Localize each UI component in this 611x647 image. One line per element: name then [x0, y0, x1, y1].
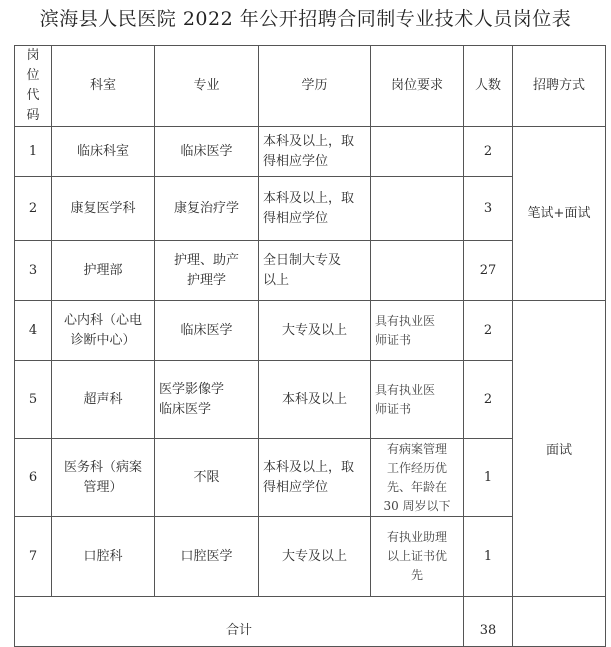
total-label	[15, 597, 464, 647]
cell-department	[52, 241, 155, 301]
table-row	[15, 301, 606, 361]
header-education: 学历	[259, 46, 371, 127]
text-line: 康复医学科	[70, 200, 136, 216]
text-line: 诊断中心）	[70, 332, 136, 348]
cell-count: 1	[464, 439, 513, 517]
text-line: 超声科	[83, 391, 123, 407]
text-line: 医学影像学	[159, 381, 225, 397]
text-line: 临床医学	[180, 143, 233, 159]
cell-education	[259, 517, 371, 597]
total-row	[15, 597, 606, 647]
text-line: 临床医学	[180, 322, 233, 338]
text-line: 有执业助理	[386, 530, 447, 544]
text-line: 先	[410, 568, 423, 582]
cell-method-interview	[513, 301, 606, 597]
cell-requirements	[371, 439, 464, 517]
cell-requirements	[371, 127, 464, 177]
text-line: 师证书	[375, 332, 412, 347]
text-line: 不限	[193, 469, 220, 485]
total-method	[513, 597, 606, 647]
text-line: 先、年龄在	[386, 479, 447, 494]
text-line: 大专及以上	[281, 322, 347, 338]
text-line: 得相应学位	[263, 479, 329, 495]
cell-count: 2	[464, 361, 513, 439]
cell-department	[52, 177, 155, 241]
header-code-char: 代	[26, 88, 40, 103]
text-line: 口腔科	[83, 548, 123, 564]
document-title: 滨海县人民医院 2022 年公开招聘合同制专业技术人员岗位表	[39, 8, 572, 30]
text-line: 临床医学	[159, 401, 212, 417]
cell-requirements	[371, 361, 464, 439]
header-department: 科室	[52, 46, 155, 127]
text-line: 得相应学位	[263, 153, 329, 169]
cell-major	[155, 301, 259, 361]
header-code-char: 位	[26, 68, 40, 83]
header-row	[15, 46, 606, 127]
cell-department	[52, 361, 155, 439]
total-label-text: 合计	[225, 622, 252, 638]
cell-requirements	[371, 241, 464, 301]
cell-count: 3	[464, 177, 513, 241]
cell-requirements	[371, 177, 464, 241]
cell-department	[52, 301, 155, 361]
text-line: 工作经历优	[386, 460, 447, 475]
cell-count: 2	[464, 301, 513, 361]
text-line: 本科及以上，取	[263, 459, 355, 475]
text-line: 大专及以上	[281, 548, 347, 564]
text-line: 医务科（病案	[63, 459, 142, 475]
cell-major	[155, 127, 259, 177]
header-code	[15, 46, 52, 127]
text-line: 以上	[263, 272, 290, 288]
text-line: 师证书	[375, 401, 412, 416]
cell-code: 6	[15, 439, 52, 517]
text-line: 以上证书优	[386, 549, 447, 563]
text-line: 本科及以上，取	[263, 133, 355, 149]
cell-code: 4	[15, 301, 52, 361]
cell-major	[155, 361, 259, 439]
cell-code: 3	[15, 241, 52, 301]
text-line: 护理学	[186, 272, 226, 288]
method-label: 面试	[545, 443, 572, 458]
cell-method-written-interview: 笔试+面试	[513, 127, 606, 301]
cell-education	[259, 127, 371, 177]
text-line: 护理部	[83, 262, 123, 278]
text-line: 口腔医学	[180, 548, 233, 564]
cell-count: 1	[464, 517, 513, 597]
positions-table	[14, 45, 606, 647]
cell-major	[155, 517, 259, 597]
cell-major	[155, 241, 259, 301]
cell-code: 2	[15, 177, 52, 241]
cell-education	[259, 361, 371, 439]
text-line: 心内科（心电	[63, 312, 142, 328]
total-count	[464, 597, 513, 647]
cell-major	[155, 177, 259, 241]
cell-code: 1	[15, 127, 52, 177]
header-count: 人数	[464, 46, 513, 127]
cell-education	[259, 177, 371, 241]
text-line: 有病案管理	[386, 441, 447, 456]
cell-requirements	[371, 517, 464, 597]
cell-count: 27	[464, 241, 513, 301]
cell-code: 5	[15, 361, 52, 439]
text-line: 具有执业医	[375, 313, 436, 328]
cell-count: 2	[464, 127, 513, 177]
header-code-char: 码	[26, 108, 40, 123]
table-row	[15, 127, 606, 177]
cell-department	[52, 127, 155, 177]
text-line: 本科及以上	[281, 391, 347, 407]
header-code-char: 岗	[26, 48, 40, 63]
text-line: 30 周岁以下	[383, 498, 451, 513]
cell-department	[52, 439, 155, 517]
cell-education	[259, 241, 371, 301]
header-method: 招聘方式	[513, 46, 606, 127]
cell-code: 7	[15, 517, 52, 597]
text-line: 具有执业医	[375, 382, 436, 397]
cell-requirements	[371, 301, 464, 361]
header-requirements: 岗位要求	[371, 46, 464, 127]
text-line: 康复治疗学	[173, 200, 239, 216]
cell-department	[52, 517, 155, 597]
cell-education	[259, 301, 371, 361]
text-line: 本科及以上，取	[263, 190, 355, 206]
text-line: 护理、助产	[173, 252, 239, 268]
text-line: 得相应学位	[263, 210, 329, 226]
text-line: 全日制大专及	[263, 252, 342, 268]
cell-education	[259, 439, 371, 517]
total-count-text: 38	[479, 622, 497, 638]
text-line: 管理）	[83, 479, 123, 495]
text-line: 临床科室	[76, 143, 129, 159]
header-major: 专业	[155, 46, 259, 127]
cell-major	[155, 439, 259, 517]
